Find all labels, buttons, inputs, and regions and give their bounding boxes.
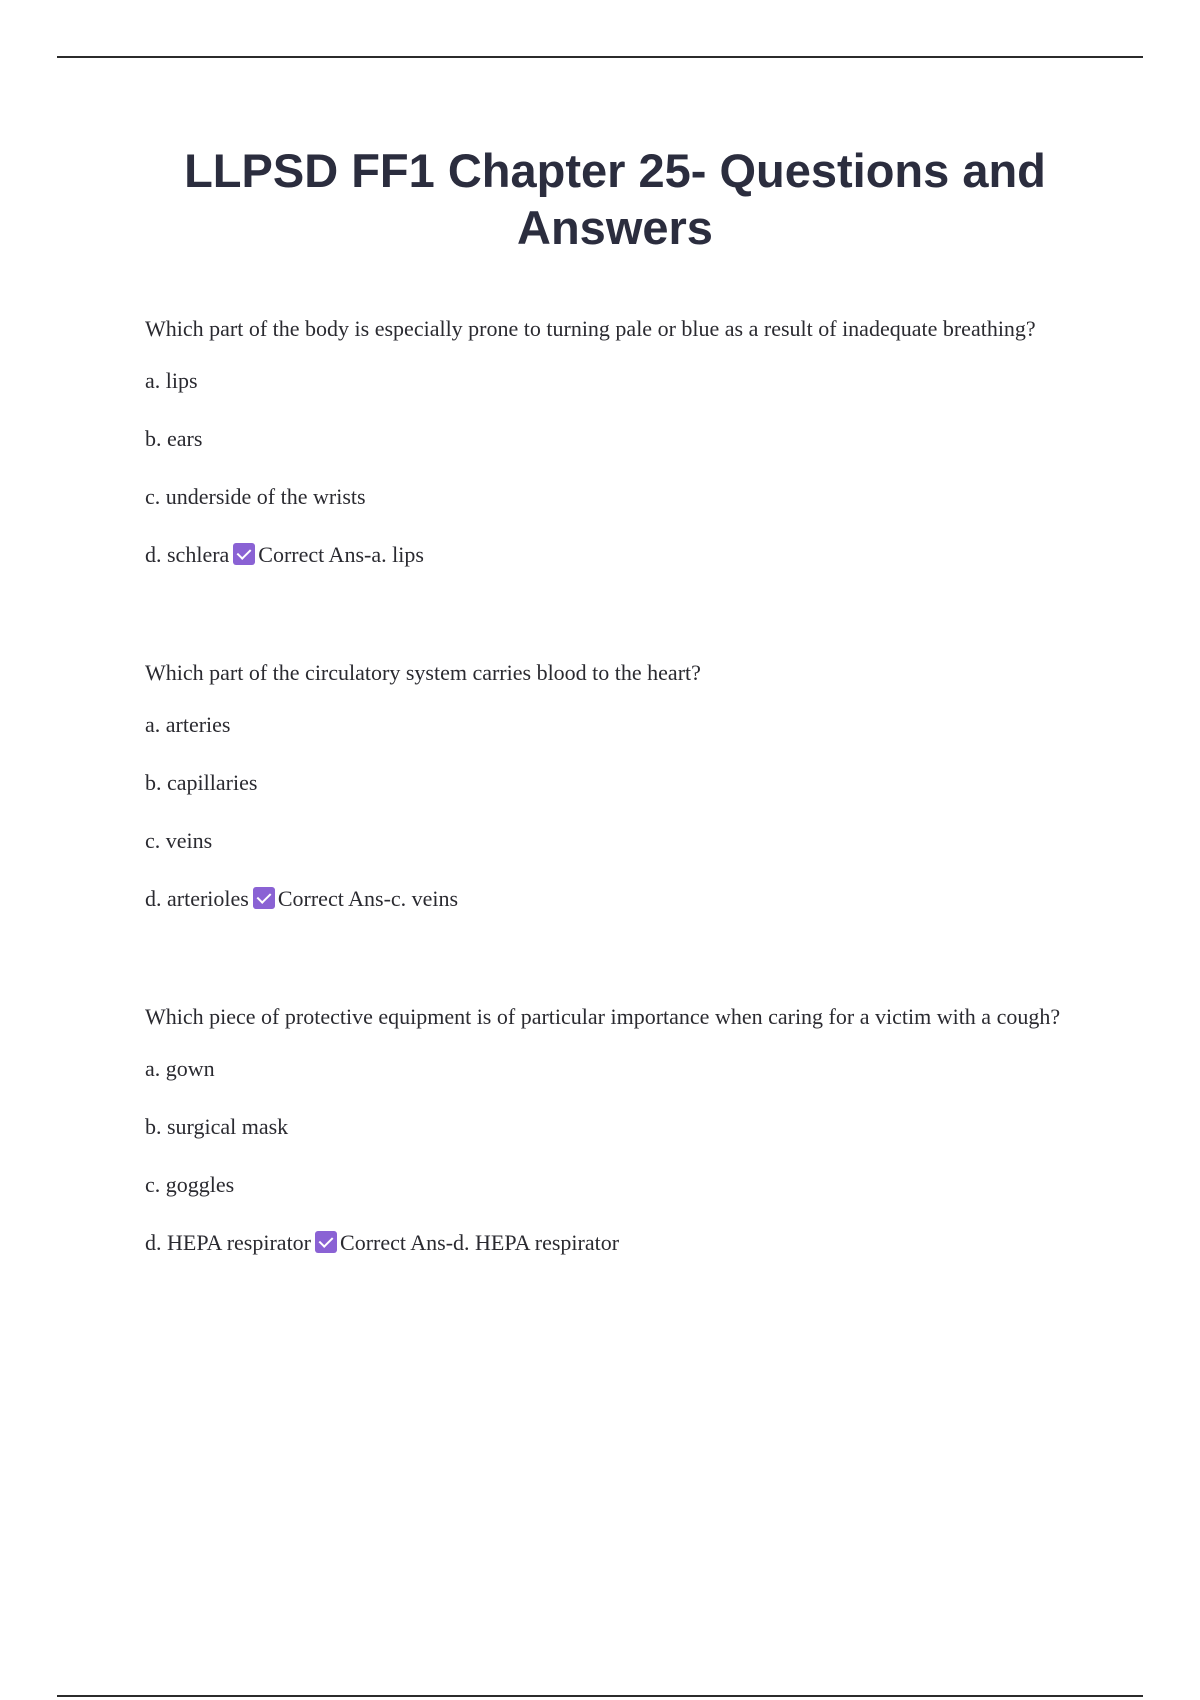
option-c: c. goggles — [145, 1172, 235, 1197]
option-b: b. surgical mask — [145, 1114, 289, 1139]
option-a: a. lips — [145, 368, 198, 393]
question-block-3 — [145, 996, 1085, 1258]
option-a: a. arteries — [145, 712, 231, 737]
option-a: a. gown — [145, 1056, 215, 1081]
correct-answer: Correct Ans-d. HEPA respirator — [340, 1230, 620, 1255]
option-c: c. veins — [145, 828, 213, 853]
bottom-divider — [57, 1695, 1143, 1697]
option-b: b. ears — [145, 426, 203, 451]
document-body — [145, 308, 1085, 1258]
option-d-with-answer — [145, 884, 1085, 914]
checkmark-icon — [253, 887, 275, 909]
top-divider — [57, 56, 1143, 58]
option-b: b. capillaries — [145, 770, 258, 795]
option-d-with-answer — [145, 1228, 1085, 1258]
correct-answer: Correct Ans-a. lips — [258, 542, 424, 567]
option-d: d. arterioles — [145, 886, 249, 911]
checkmark-icon — [233, 543, 255, 565]
option-d: d. schlera — [145, 542, 230, 567]
option-d: d. HEPA respirator — [145, 1230, 312, 1255]
document-title: LLPSD FF1 Chapter 25- Questions and Answers — [184, 144, 1046, 254]
question-text: Which piece of protective equipment is of particular importance when caring for a victim with a cough? — [145, 1004, 1061, 1029]
question-block-1 — [145, 308, 1085, 570]
question-text: Which part of the circulatory system carries blood to the heart? — [145, 660, 701, 685]
correct-answer: Correct Ans-c. veins — [277, 886, 459, 911]
checkmark-icon — [315, 1231, 337, 1253]
question-text: Which part of the body is especially prone to turning pale or blue as a result of inadequate breathing? — [145, 316, 1036, 341]
option-d-with-answer — [145, 540, 1085, 570]
option-c: c. underside of the wrists — [145, 484, 366, 509]
question-block-2 — [145, 652, 1085, 914]
